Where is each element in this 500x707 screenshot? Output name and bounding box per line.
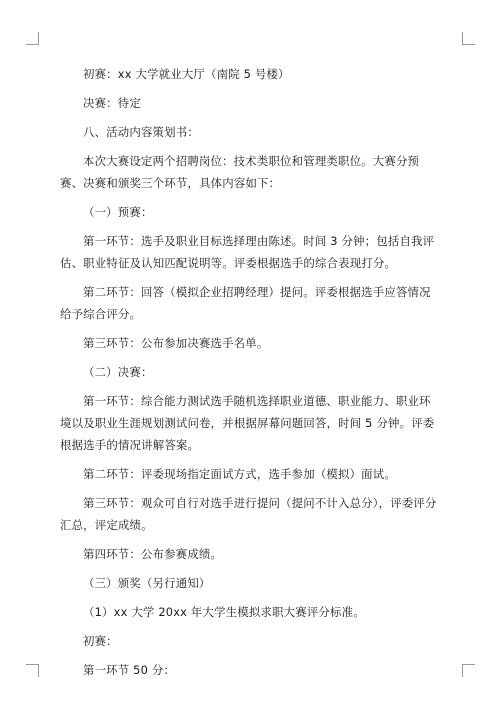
scoring-standard-title: （1）xx 大学 20xx 年大学生模拟求职大赛评分标准。 [83,605,365,619]
subheading-final: （二）决赛： [83,365,153,379]
scoring-prelim-label: 初赛： [83,634,118,648]
final-step-3: 第三环节：观众可自行对选手进行提问（提问不计入总分），评委评分汇总，评定成绩。 [60,496,437,532]
subheading-awards: （三）颁奖（另行通知） [83,576,211,590]
prelim-step-3: 第三环节：公布参加决赛选手名单。 [83,336,269,350]
final-step-2: 第二环节：评委现场指定面试方式，选手参加（模拟）面试。 [83,467,396,481]
crop-mark-top-left [26,32,39,45]
venue-prelim: 初赛：xx 大学就业大厅（南院 5 号楼） [83,67,290,81]
section-heading-8: 八、活动内容策划书： [83,125,199,139]
intro-paragraph: 本次大赛设定两个招聘岗位：技术类职位和管理类职位。大赛分预赛、决赛和颁奖三个环节，具体内容如下： [60,154,420,190]
scoring-step-1: 第一环节 50 分： [83,663,176,677]
document-body [60,63,441,688]
subheading-prelim: （一）预赛： [83,205,153,219]
final-step-4: 第四环节：公布参赛成绩。 [83,547,223,561]
prelim-step-1: 第一环节：选手及职业目标选择理由陈述。时间 3 分钟；包括自我评估、职业特征及认知匹配说明等。评委根据选手的综合表现打分。 [60,234,435,270]
venue-final: 决赛：待定 [83,96,141,110]
crop-mark-bottom-left [26,664,39,677]
final-step-1: 第一环节：综合能力测试选手随机选择职业道德、职业能力、职业环境以及职业生涯规划测试问卷，并根据屏幕问题回答，时间 5 分钟。评委根据选手的情况讲解答案。 [60,394,435,452]
prelim-step-2: 第二环节：回答（模拟企业招聘经理）提问。评委根据选手应答情况给予综合评分。 [60,285,431,321]
crop-mark-top-right [462,32,475,45]
crop-mark-bottom-right [462,664,475,677]
